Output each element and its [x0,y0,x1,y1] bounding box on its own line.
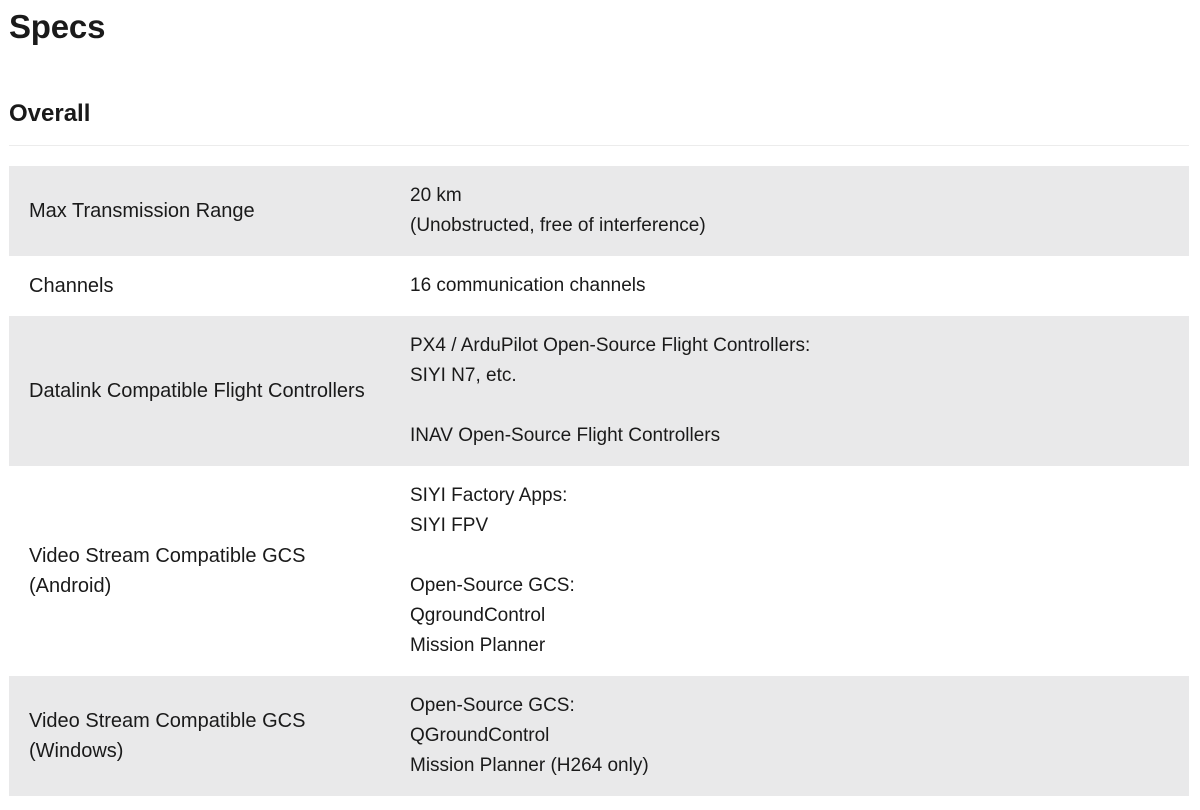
spec-label [9,541,410,601]
spec-label-line: Channels [29,275,114,297]
spec-row-max-transmission-range [9,166,1189,256]
spec-value-line: INAV Open-Source Flight Controllers [410,425,721,446]
section-divider [9,145,1189,146]
spec-label-line: Max Transmission Range [29,200,255,222]
spec-row-video-gcs-windows [9,676,1189,796]
spec-label [9,706,410,766]
spec-label-line: (Android) [29,575,112,597]
spec-value-line: Open-Source GCS: [410,695,575,716]
spec-table [9,166,1189,796]
spec-row-channels [9,256,1189,316]
spec-value-line: SIYI Factory Apps: [410,485,568,506]
spec-label [9,271,410,301]
spec-row-video-gcs-android [9,466,1189,676]
spec-value [410,481,1189,661]
spec-label-line: Video Stream Compatible GCS [29,545,306,567]
spec-value [410,181,1189,241]
spec-label-line: Video Stream Compatible GCS [29,710,306,732]
spec-label [9,376,410,406]
spec-value-line: SIYI N7, etc. [410,365,517,386]
spec-value-line: Mission Planner [410,635,546,656]
spec-value-line: PX4 / ArduPilot Open-Source Flight Controllers: [410,335,811,356]
spec-value-line [410,541,1189,571]
page-title: Specs [9,8,106,45]
spec-value-line: Mission Planner (H264 only) [410,755,649,776]
spec-value-line [410,391,1189,421]
spec-value-line: (Unobstructed, free of interference) [410,215,706,236]
spec-value-line: 20 km [410,185,462,206]
spec-value-line: SIYI FPV [410,515,489,536]
spec-value-line: 16 communication channels [410,275,646,296]
spec-value-line: QGroundControl [410,725,550,746]
spec-label-line: (Windows) [29,740,124,762]
spec-value [410,691,1189,781]
spec-row-datalink-flight-controllers [9,316,1189,466]
section-title-overall: Overall [9,100,91,127]
spec-value-line: Open-Source GCS: [410,575,575,596]
spec-value [410,331,1189,451]
spec-label-line: Datalink Compatible Flight Controllers [29,380,365,402]
spec-label [9,196,410,226]
spec-value [410,271,1189,301]
spec-value-line: QgroundControl [410,605,546,626]
